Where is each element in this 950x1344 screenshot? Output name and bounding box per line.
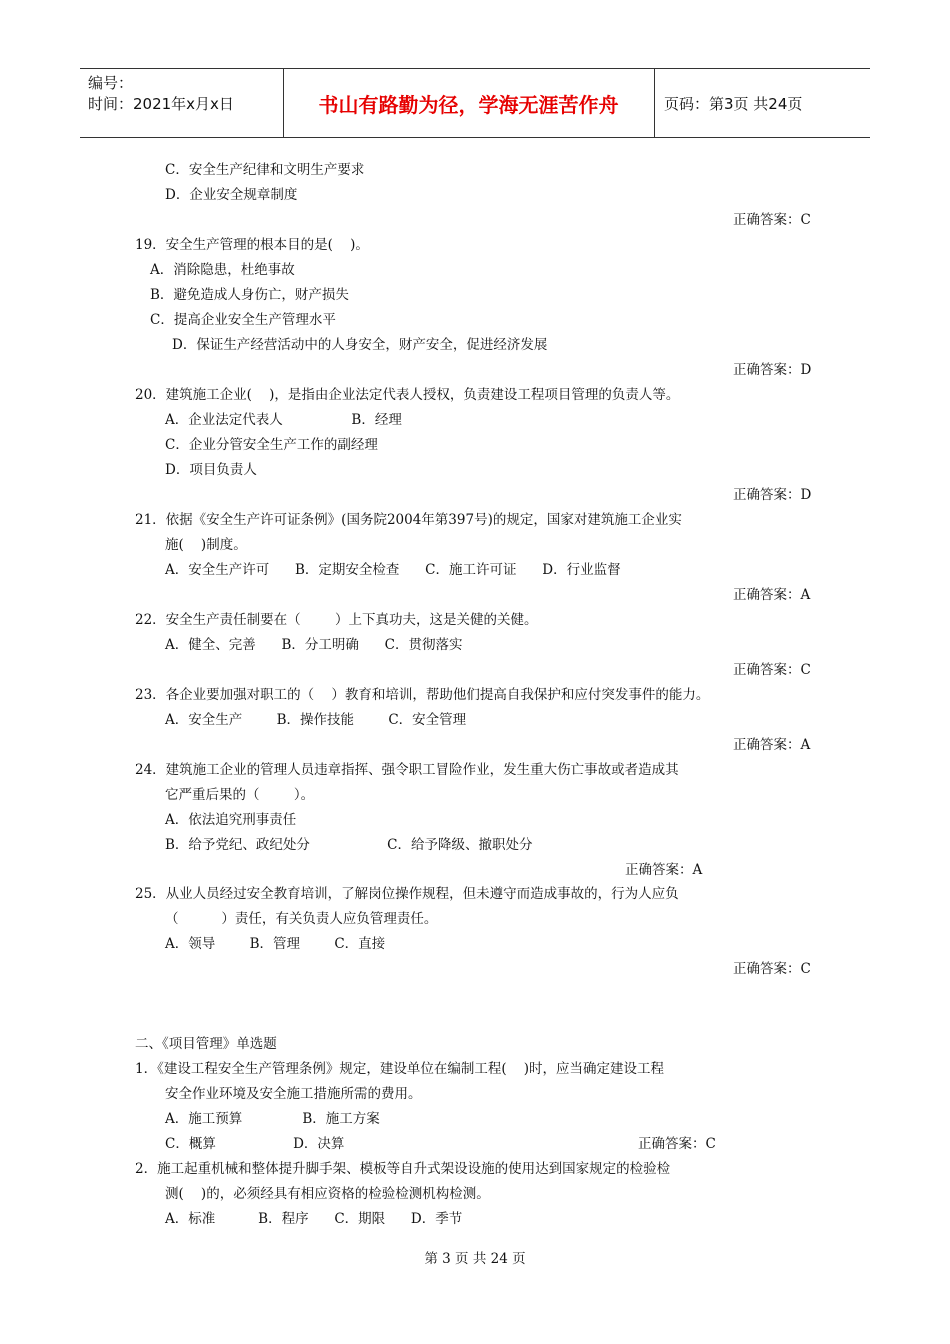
option-line: C．安全生产纪律和文明生产要求 [165, 162, 365, 178]
question-2: 2．施工起重机械和整体提升脚手架、模板等自升式架设设施的使用达到国家规定的检验检 [135, 1161, 671, 1177]
header-left [88, 73, 234, 115]
option-line: D．保证生产经营活动中的人身安全，财产安全，促进经济发展 [172, 337, 548, 353]
question-24: 24．建筑施工企业的管理人员违章指挥、强令职工冒险作业，发生重大伤亡事故或者造成其 [135, 762, 679, 778]
question-line: 施( )制度。 [165, 537, 247, 553]
answer-label: 正确答案：D [733, 487, 812, 503]
answer-label: 正确答案：C [733, 212, 811, 228]
option-line: A．健全、完善 B．分工明确 C．贯彻落实 [165, 637, 463, 653]
option-line: C．提高企业安全生产管理水平 [150, 312, 336, 328]
time-label: 时间：2021年x月x日 [88, 95, 234, 113]
option-line: A．安全生产 B．操作技能 C．安全管理 [165, 712, 467, 728]
option-line: C．概算 D．决算 [165, 1136, 345, 1152]
answer-label: 正确答案：A [625, 862, 703, 878]
option-line: A．标准 B．程序 C．期限 D．季节 [165, 1211, 463, 1227]
question-19: 19．安全生产管理的根本目的是( )。 [135, 237, 369, 253]
motto: 书山有路勤为径，学海无涯苦作舟 [318, 92, 619, 117]
option-line: B．给予党纪、政纪处分 C．给予降级、撤职处分 [165, 837, 533, 853]
option-line: C．企业分管安全生产工作的副经理 [165, 437, 378, 453]
answer-label: 正确答案：C [733, 961, 811, 977]
question-23: 23．各企业要加强对职工的（ ）教育和培训，帮助他们提高自我保护和应付突发事件的能力。 [135, 687, 710, 703]
header-divider [654, 69, 655, 137]
option-line: D．项目负责人 [165, 462, 257, 478]
question-line: （ ）责任，有关负责人应负管理责任。 [165, 911, 438, 927]
option-line: D．企业安全规章制度 [165, 187, 298, 203]
page-header [80, 68, 870, 138]
option-line: B．避免造成人身伤亡，财产损失 [150, 287, 349, 303]
question-line: 测( )的，必须经具有相应资格的检验检测机构检测。 [165, 1186, 490, 1202]
option-line: A．依法追究刑事责任 [165, 812, 297, 828]
question-line: 它严重后果的（ ）。 [165, 787, 315, 803]
option-line: A．安全生产许可 B．定期安全检查 C．施工许可证 D．行业监督 [165, 562, 621, 578]
option-line: A．企业法定代表人 B．经理 [165, 412, 402, 428]
answer-label: 正确答案：C [638, 1136, 716, 1152]
question-22: 22．安全生产责任制要在（ ）上下真功夫，这是关健的关健。 [135, 612, 538, 628]
page-footer: 第 3 页 共 24 页 [424, 1251, 526, 1267]
question-21: 21．依据《安全生产许可证条例》(国务院2004年第397号)的规定，国家对建筑施工企业实 [135, 512, 682, 528]
number-label: 编号： [88, 74, 134, 92]
option-line: A．消除隐患，杜绝事故 [150, 262, 295, 278]
option-line: A．施工预算 B．施工方案 [165, 1111, 380, 1127]
answer-label: 正确答案：A [733, 587, 811, 603]
option-line: A．领导 B．管理 C．直接 [165, 936, 386, 952]
question-20: 20．建筑施工企业( )，是指由企业法定代表人授权，负责建设工程项目管理的负责人等。 [135, 387, 680, 403]
answer-label: 正确答案：A [733, 737, 811, 753]
answer-label: 正确答案：D [733, 362, 812, 378]
section-heading: 二、《项目管理》单选题 [135, 1036, 277, 1052]
page-info: 页码：第3页 共24页 [664, 94, 803, 113]
question-25: 25．从业人员经过安全教育培训，了解岗位操作规程，但未遵守而造成事故的，行为人应负 [135, 886, 679, 902]
question-line: 安全作业环境及安全施工措施所需的费用。 [165, 1086, 422, 1102]
answer-label: 正确答案：C [733, 662, 811, 678]
question-1: 1．《建设工程安全生产管理条例》规定，建设单位在编制工程( )时，应当确定建设工程 [135, 1061, 665, 1077]
